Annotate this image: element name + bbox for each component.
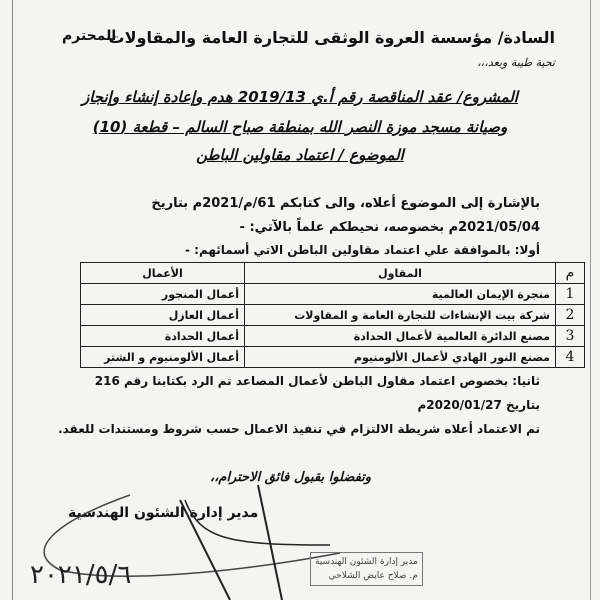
works-cell: أعمال الحدادة [81,326,245,347]
stamp-name: م. صلاح عايض الشلاحي [328,571,418,581]
official-stamp [310,552,423,586]
project-title-line1: المشروع/ عقد المناقصة رقم أ.ي 2019/13 هدم وإعادة إنشاء وإنجاز [82,88,518,106]
handwritten-date: ٢٠٢١/٥/٦ [30,560,132,590]
contractor-cell: مصنع النور الهادي لأعمال الألومنيوم [245,347,556,368]
row-number: 1 [556,284,585,305]
works-cell: أعمال المنجور [81,284,245,305]
stamp-title: مدير إدارة الشئون الهندسية [315,557,418,567]
contractor-cell: مصنع الدائرة العالمية لأعمال الحدادة [245,326,556,347]
project-title-line2: وصيانة مسجد موزة النصر الله بمنطقة صباح السالم – قطعة (10) [92,118,508,136]
second-point-line2: بتاريخ 2020/01/27م [417,398,540,412]
works-cell: أعمال الألومنيوم و الشتر [81,347,245,368]
paragraph-line1: بالإشارة إلى الموضوع أعلاه، والى كتابكم 61/م/2021م بتاريخ [151,196,540,211]
condition-line: تم الاعتماد أعلاه شريطة الالتزام في تنفيذ الاعمال حسب شروط ومستندات للعقد. [58,422,540,436]
signatory-title: مدير إدارة الشئون الهندسية [68,505,259,521]
second-point-line1: ثانيا: بخصوص اعتماد مقاول الباطن لأعمال المصاعد تم الرد بكتابنا رقم 216 [94,374,540,388]
header-number: م [556,263,585,284]
works-cell: أعمال العازل [81,305,245,326]
closing-regards: وتفضلوا بقبول فائق الاحترام،، [210,470,372,485]
contractor-cell: منجرة الإيمان العالمية [245,284,556,305]
row-number: 4 [556,347,585,368]
first-point: أولا: بالموافقة علي اعتماد مقاولين الباطن الاتي أسمائهم: - [185,243,540,257]
header-works: الأعمال [81,263,245,284]
header-contractor: المقاول [245,263,556,284]
honorific: المحترم [62,28,117,44]
paragraph-line2: 2021/05/04م بخصوصه، نحيطكم علماً بالآتي: - [239,220,540,235]
contractor-cell: شركة بيت الإنشاءات للتجارة العامة و المقاولات [245,305,556,326]
subject: الموضوع / اعتماد مقاولين الباطن [196,146,404,164]
row-number: 2 [556,305,585,326]
row-number: 3 [556,326,585,347]
greeting: تحية طيبة وبعد،،، [477,56,555,69]
addressee: السادة/ مؤسسة العروة الوثقى للتجارة العامة والمقاولات [108,28,555,47]
